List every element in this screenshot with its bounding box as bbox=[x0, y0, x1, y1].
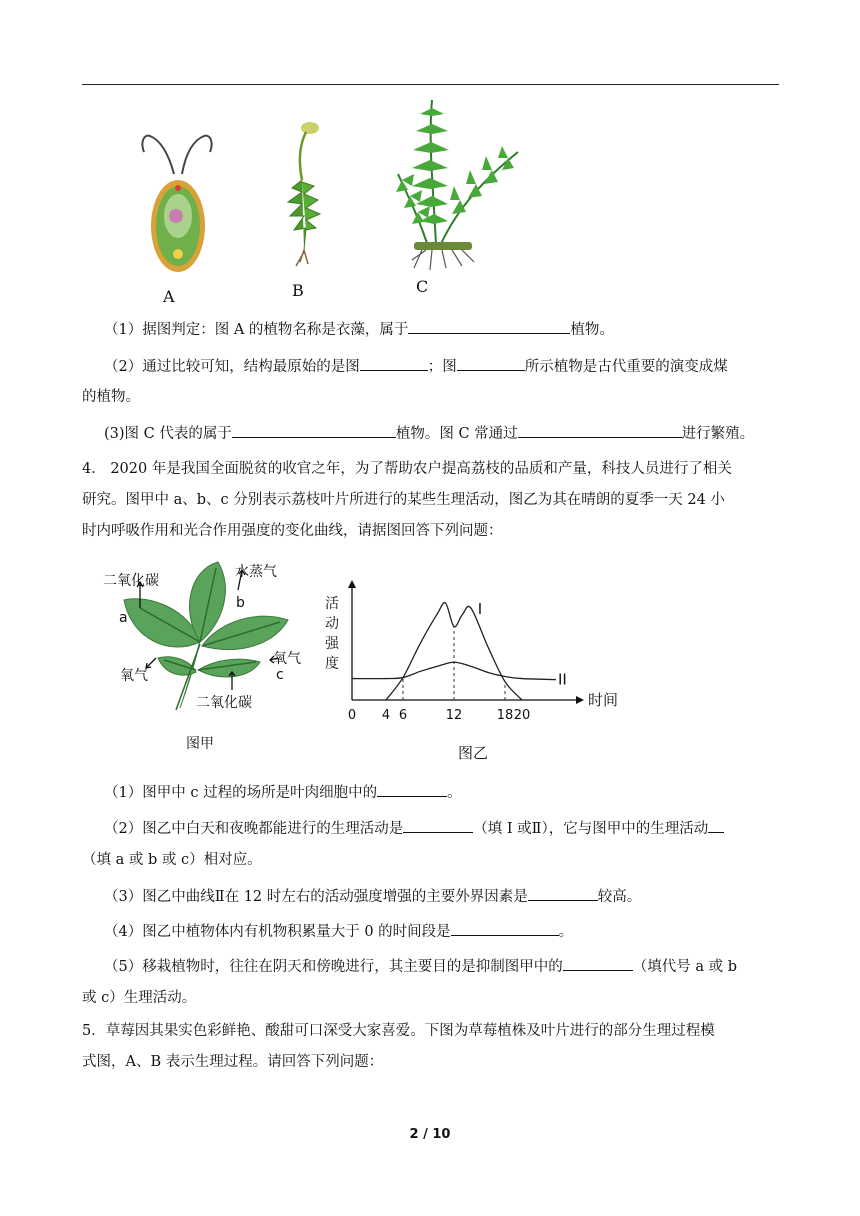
x-axis-label: 时间 bbox=[588, 691, 619, 709]
q4-intro-2: 研究。图甲中 a、b、c 分别表示荔枝叶片所进行的某些生理活动，图乙为其在晴朗的夏季一天 24 小 bbox=[82, 492, 725, 508]
q3-item-2-cont: 的植物。 bbox=[82, 389, 140, 405]
q4-item-2-cont: （填 a 或 b 或 c）相对应。 bbox=[82, 852, 262, 868]
series-label-1: I bbox=[477, 600, 483, 619]
q4-intro-3: 时内呼吸作用和光合作用强度的变化曲线，请据图回答下列问题： bbox=[82, 523, 503, 539]
answer-blank[interactable] bbox=[232, 423, 396, 438]
q4-item-5: （5）移栽植物时，往往在阴天和傍晚进行，其主要目的是抑制图甲中的 （填代号 a 或 b bbox=[104, 956, 737, 977]
q4-item-1: （1）图甲中 c 过程的场所是叶肉细胞中的 。 bbox=[104, 782, 462, 803]
leaf-label-a: a bbox=[119, 610, 128, 626]
answer-blank[interactable] bbox=[528, 886, 598, 901]
series-label-2: II bbox=[558, 670, 567, 689]
q4-item-3: （3）图乙中曲线Ⅱ在 12 时左右的活动强度增强的主要外界因素是 较高。 bbox=[104, 886, 641, 907]
y-label-char: 强 bbox=[325, 636, 339, 652]
y-label-char: 度 bbox=[325, 656, 339, 672]
answer-blank[interactable] bbox=[403, 818, 473, 833]
x-tick-label: 18 bbox=[496, 708, 514, 723]
series-line-2 bbox=[352, 662, 556, 679]
x-tick-label: 4 bbox=[381, 708, 391, 723]
leaf-label-o2-left: 氧气 bbox=[120, 668, 148, 684]
leaf-label-co2-bottom: 二氧化碳 bbox=[196, 695, 252, 711]
answer-blank[interactable] bbox=[708, 818, 724, 833]
answer-blank[interactable] bbox=[457, 356, 525, 371]
chart-caption: 图乙 bbox=[458, 744, 489, 762]
q4-intro-1: 4． 2020 年是我国全面脱贫的收官之年，为了帮助农户提高荔枝的品质和产量，科技人员进行了相关 bbox=[82, 461, 732, 477]
x-axis-arrow bbox=[576, 696, 584, 704]
x-tick-label: 20 bbox=[513, 708, 531, 723]
y-axis-arrow bbox=[348, 580, 356, 588]
q5-intro-2: 式图，A、B 表示生理过程。请回答下列问题： bbox=[82, 1054, 384, 1070]
plant-label-a: A bbox=[163, 287, 175, 306]
page-number: 2 / 10 bbox=[409, 1127, 451, 1142]
leaf-label-b: b bbox=[236, 595, 245, 611]
q4-item-4: （4）图乙中植物体内有机物积累量大于 0 的时间段是 。 bbox=[104, 921, 573, 942]
header-rule bbox=[82, 84, 779, 85]
moss-icon bbox=[278, 120, 333, 270]
x-tick-label: 12 bbox=[445, 708, 463, 723]
q3-item-3: (3)图 C 代表的属于 植物。图 C 常通过 进行繁殖。 bbox=[104, 423, 754, 444]
y-label-char: 动 bbox=[325, 616, 339, 632]
leaf-caption: 图甲 bbox=[186, 736, 214, 752]
q4-item-2: （2）图乙中白天和夜晚都能进行的生理活动是 （填 I 或Ⅱ），它与图甲中的生理活动 bbox=[104, 818, 724, 839]
q4-item-5-cont: 或 c）生理活动。 bbox=[82, 990, 197, 1006]
chlamydomonas-icon bbox=[138, 132, 218, 282]
leaf-label-water: 水蒸气 bbox=[235, 564, 277, 580]
answer-blank[interactable] bbox=[518, 423, 682, 438]
fern-icon bbox=[388, 96, 528, 272]
chart-plot bbox=[310, 580, 630, 730]
activity-chart bbox=[310, 580, 630, 770]
plant-label-b: B bbox=[292, 281, 304, 300]
leaf-label-o2-right: 氧气 bbox=[273, 651, 301, 667]
leaf-label-co2-top: 二氧化碳 bbox=[103, 573, 159, 589]
answer-blank[interactable] bbox=[377, 782, 447, 797]
answer-blank[interactable] bbox=[563, 956, 633, 971]
x-tick-label: 0 bbox=[347, 708, 357, 723]
x-tick-label: 6 bbox=[398, 708, 408, 723]
answer-blank[interactable] bbox=[408, 319, 570, 334]
answer-blank[interactable] bbox=[451, 921, 559, 936]
q3-item-1: （1）据图判定：图 A 的植物名称是衣藻，属于 植物。 bbox=[104, 319, 614, 340]
q3-item-2: （2）通过比较可知，结构最原始的是图 ；图 所示植物是古代重要的演变成煤 bbox=[104, 356, 728, 377]
q5-intro-1: 5．草莓因其果实色彩鲜艳、酸甜可口深受大家喜爱。下图为草莓植株及叶片进行的部分生理过程模 bbox=[82, 1023, 715, 1039]
y-label-char: 活 bbox=[325, 596, 339, 612]
answer-blank[interactable] bbox=[360, 356, 428, 371]
leaf-label-c: c bbox=[276, 667, 284, 683]
plant-label-c: C bbox=[416, 277, 429, 296]
